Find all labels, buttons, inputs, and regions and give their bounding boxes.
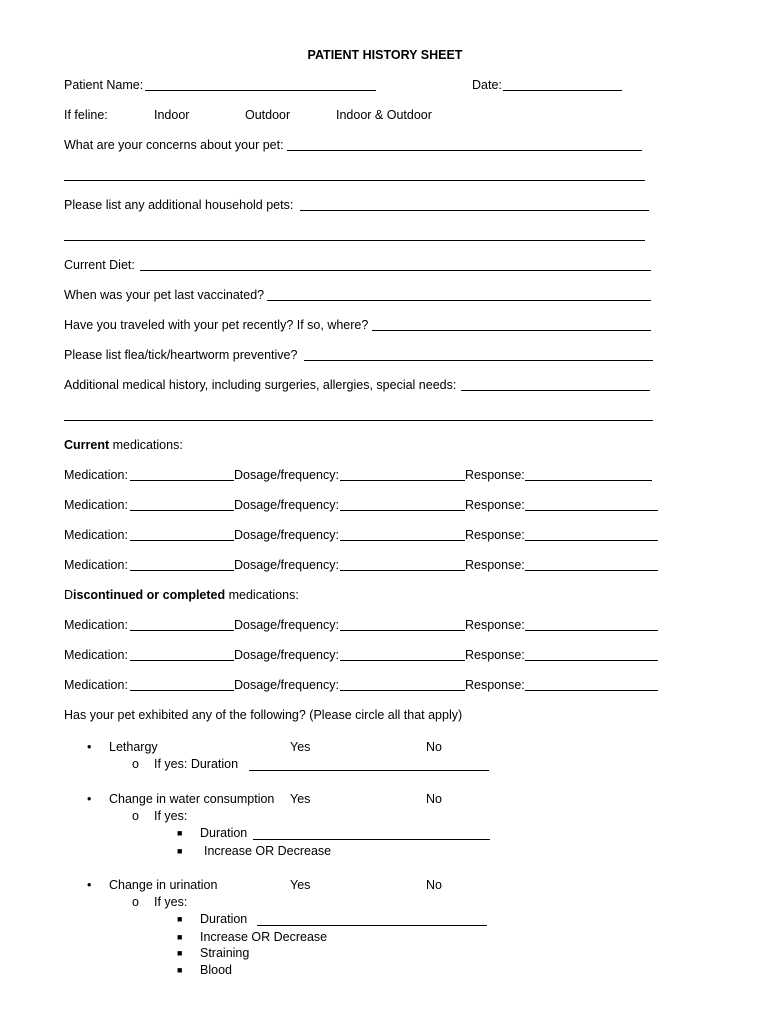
dosage-field[interactable]	[340, 540, 465, 541]
lethargy-duration-field[interactable]	[249, 770, 489, 771]
current-medications-heading: Current medications:	[64, 438, 183, 452]
dosage-field[interactable]	[340, 480, 465, 481]
response-label: Response:	[465, 498, 525, 512]
medication-field[interactable]	[130, 630, 234, 631]
water-if-yes-label: If yes:	[154, 809, 188, 823]
lethargy-if-yes-label: If yes: Duration	[154, 757, 239, 771]
medication-field[interactable]	[130, 690, 234, 691]
dosage-label: Dosage/frequency:	[234, 498, 339, 512]
urination-increase-decrease-label[interactable]: Increase OR Decrease	[200, 930, 328, 944]
response-label: Response:	[465, 618, 525, 632]
water-yes-option[interactable]: Yes	[290, 792, 311, 806]
response-label: Response:	[465, 528, 525, 542]
preventive-field[interactable]	[304, 360, 653, 361]
urination-duration-label: Duration	[200, 912, 248, 926]
response-label: Response:	[465, 648, 525, 662]
urination-duration-field[interactable]	[257, 925, 487, 926]
medication-label: Medication:	[64, 498, 128, 512]
vaccinated-label: When was your pet last vaccinated?	[64, 288, 265, 302]
urination-yes-option[interactable]: Yes	[290, 878, 311, 892]
response-field[interactable]	[525, 660, 658, 661]
response-field[interactable]	[525, 480, 652, 481]
date-label: Date:	[472, 78, 502, 92]
symptom-water-label: Change in water consumption	[109, 792, 275, 806]
response-field[interactable]	[525, 690, 658, 691]
response-label: Response:	[465, 468, 525, 482]
household-pets-label: Please list any additional household pets:	[64, 198, 294, 212]
medication-field[interactable]	[130, 660, 234, 661]
symptom-urination-label: Change in urination	[109, 878, 218, 892]
preventive-label: Please list flea/tick/heartworm preventive?	[64, 348, 298, 362]
dosage-field[interactable]	[340, 690, 465, 691]
date-field[interactable]	[503, 90, 622, 91]
bullet-disc: •	[87, 792, 92, 806]
medical-history-field[interactable]	[461, 390, 650, 391]
dosage-field[interactable]	[340, 630, 465, 631]
dosage-label: Dosage/frequency:	[234, 678, 339, 692]
medication-field[interactable]	[130, 570, 234, 571]
household-pets-field-line-2[interactable]	[64, 240, 645, 241]
medication-label: Medication:	[64, 648, 128, 662]
water-increase-decrease-label[interactable]: Increase OR Decrease	[204, 844, 332, 858]
feline-option-indoor-outdoor[interactable]: Indoor & Outdoor	[336, 108, 432, 122]
discontinued-medications-heading: Discontinued or completed medications:	[64, 588, 299, 602]
patient-name-label: Patient Name:	[64, 78, 144, 92]
concerns-label: What are your concerns about your pet:	[64, 138, 284, 152]
current-diet-field[interactable]	[140, 270, 651, 271]
response-field[interactable]	[525, 570, 658, 571]
response-label: Response:	[465, 678, 525, 692]
bullet-square: ■	[177, 932, 183, 942]
dosage-field[interactable]	[340, 570, 465, 571]
bullet-square: ■	[177, 965, 183, 975]
concerns-field[interactable]	[287, 150, 642, 151]
bullet-circle: o	[132, 895, 139, 909]
medication-label: Medication:	[64, 618, 128, 632]
bullet-square: ■	[177, 828, 183, 838]
medication-label: Medication:	[64, 528, 128, 542]
medical-history-field-line-2[interactable]	[64, 420, 653, 421]
bullet-disc: •	[87, 740, 92, 754]
lethargy-no-option[interactable]: No	[426, 740, 442, 754]
response-field[interactable]	[525, 630, 658, 631]
dosage-label: Dosage/frequency:	[234, 648, 339, 662]
medical-history-label: Additional medical history, including surgeries, allergies, special needs:	[64, 378, 457, 392]
household-pets-field[interactable]	[300, 210, 649, 211]
dosage-field[interactable]	[340, 510, 465, 511]
medication-field[interactable]	[130, 480, 234, 481]
urination-no-option[interactable]: No	[426, 878, 442, 892]
symptoms-question: Has your pet exhibited any of the following? (Please circle all that apply)	[64, 708, 463, 722]
bullet-square: ■	[177, 914, 183, 924]
lethargy-yes-option[interactable]: Yes	[290, 740, 311, 754]
current-diet-label: Current Diet:	[64, 258, 135, 272]
dosage-label: Dosage/frequency:	[234, 618, 339, 632]
medication-field[interactable]	[130, 540, 234, 541]
water-duration-field[interactable]	[253, 839, 490, 840]
feline-option-outdoor[interactable]: Outdoor	[245, 108, 291, 122]
bullet-disc: •	[87, 878, 92, 892]
feline-label: If feline:	[64, 108, 108, 122]
medication-label: Medication:	[64, 678, 128, 692]
water-duration-label: Duration	[200, 826, 248, 840]
bullet-square: ■	[177, 846, 183, 856]
medication-label: Medication:	[64, 468, 128, 482]
page-title: PATIENT HISTORY SHEET	[307, 48, 463, 62]
travel-field[interactable]	[372, 330, 651, 331]
bullet-circle: o	[132, 809, 139, 823]
dosage-label: Dosage/frequency:	[234, 558, 339, 572]
vaccinated-field[interactable]	[267, 300, 651, 301]
medication-label: Medication:	[64, 558, 128, 572]
bullet-circle: o	[132, 757, 139, 771]
travel-label: Have you traveled with your pet recently? If so, where?	[64, 318, 369, 332]
concerns-field-line-2[interactable]	[64, 180, 645, 181]
response-label: Response:	[465, 558, 525, 572]
dosage-label: Dosage/frequency:	[234, 468, 339, 482]
bullet-square: ■	[177, 948, 183, 958]
urination-blood-label[interactable]: Blood	[200, 963, 232, 977]
response-field[interactable]	[525, 540, 658, 541]
medication-field[interactable]	[130, 510, 234, 511]
urination-straining-label[interactable]: Straining	[200, 946, 250, 960]
dosage-field[interactable]	[340, 660, 465, 661]
response-field[interactable]	[525, 510, 658, 511]
symptom-lethargy-label: Lethargy	[109, 740, 158, 754]
feline-option-indoor[interactable]: Indoor	[154, 108, 190, 122]
water-no-option[interactable]: No	[426, 792, 442, 806]
urination-if-yes-label: If yes:	[154, 895, 188, 909]
patient-name-field[interactable]	[145, 90, 376, 91]
dosage-label: Dosage/frequency:	[234, 528, 339, 542]
